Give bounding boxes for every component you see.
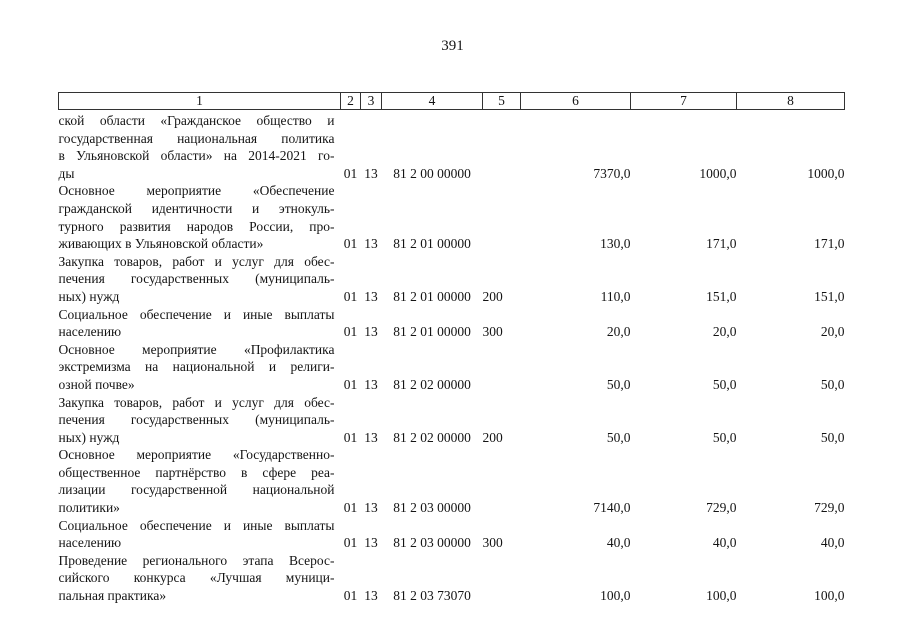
value-col-7: 20,0 — [712, 324, 737, 340]
value-col-8: 50,0 — [820, 429, 845, 445]
subsection-code: 13 — [364, 500, 378, 516]
row-name — [59, 110, 341, 183]
value-col-7: 40,0 — [712, 535, 737, 551]
subsection-code: 13 — [364, 324, 378, 340]
row-name-line: пальная практика» — [58, 588, 167, 604]
header-col-1: 1 — [59, 93, 341, 110]
row-name-line: ды — [58, 165, 75, 181]
value-col-8: 100,0 — [814, 588, 845, 604]
expense-type-code — [483, 552, 521, 605]
row-name-line: Закупка товаров, работ и услуг для обес- — [58, 394, 335, 410]
row-name-line: Основное мероприятие «Обеспечение — [58, 183, 335, 199]
row-name-line: гражданской идентичности и этнокуль- — [58, 200, 335, 216]
subsection-code: 13 — [364, 376, 378, 392]
table-row — [59, 253, 845, 306]
value-col-6: 7370,0 — [593, 165, 631, 181]
row-name — [59, 517, 341, 552]
value-col-8: 151,0 — [814, 288, 845, 304]
header-col-3: 3 — [361, 93, 382, 110]
row-name-line: ской области «Гражданское общество и — [58, 113, 335, 128]
value-col-6: 110,0 — [600, 288, 631, 304]
row-name-line: населению — [58, 324, 122, 340]
table-row — [59, 394, 845, 447]
target-article-code: 81 2 03 73070 — [393, 588, 471, 604]
section-code: 01 — [343, 236, 358, 252]
row-name — [59, 394, 341, 447]
expense-type-code — [483, 341, 521, 394]
value-col-7: 171,0 — [706, 236, 737, 252]
value-col-6: 50,0 — [606, 376, 631, 392]
header-col-7: 7 — [631, 93, 737, 110]
table-row — [59, 182, 845, 252]
target-article-code: 81 2 03 00000 — [393, 535, 471, 551]
row-name-line: лизации государственной национальной — [58, 482, 335, 498]
subsection-code: 13 — [364, 236, 378, 252]
row-name-line: политики» — [58, 500, 120, 516]
table-row — [59, 110, 845, 183]
value-col-6: 50,0 — [606, 429, 631, 445]
row-name-line: Социальное обеспечение и иные выплаты — [58, 306, 335, 322]
table-row — [59, 446, 845, 516]
section-code: 01 — [343, 535, 358, 551]
header-col-4: 4 — [382, 93, 483, 110]
row-name — [59, 182, 341, 252]
row-name — [59, 341, 341, 394]
row-name — [59, 552, 341, 605]
row-name-line: печения государственных (муниципаль- — [58, 271, 335, 287]
subsection-code: 13 — [364, 165, 378, 181]
header-col-2: 2 — [341, 93, 361, 110]
subsection-code: 13 — [364, 535, 378, 551]
table-row — [59, 341, 845, 394]
table-row — [59, 306, 845, 341]
subsection-code: 13 — [364, 288, 378, 304]
target-article-code: 81 2 03 00000 — [393, 500, 471, 516]
row-name-line: печения государственных (муниципаль- — [58, 412, 335, 428]
section-code: 01 — [343, 588, 358, 604]
expense-type-code: 200 — [482, 429, 503, 445]
row-name-line: экстремизма на национальной и религи- — [58, 359, 335, 375]
expense-type-code — [483, 182, 521, 252]
row-name-line: Проведение регионального этапа Всерос- — [58, 552, 335, 568]
row-name-line: общественное партнёрство в сфере реа- — [58, 464, 335, 480]
header-col-6: 6 — [521, 93, 631, 110]
header-row — [59, 93, 845, 110]
row-name — [59, 306, 341, 341]
row-name-line: населению — [58, 535, 122, 551]
section-code: 01 — [343, 429, 358, 445]
subsection-code: 13 — [364, 588, 378, 604]
value-col-8: 1000,0 — [807, 165, 845, 181]
value-col-7: 50,0 — [712, 429, 737, 445]
row-name-line: Основное мероприятие «Государственно- — [58, 447, 335, 463]
row-name — [59, 253, 341, 306]
row-name-line: Социальное обеспечение и иные выплаты — [58, 517, 335, 533]
header-col-8: 8 — [737, 93, 845, 110]
row-name-line: сийского конкурса «Лучшая муници- — [58, 570, 335, 586]
expense-type-code: 200 — [482, 288, 503, 304]
target-article-code: 81 2 01 00000 — [393, 324, 471, 340]
table-row — [59, 517, 845, 552]
value-col-8: 171,0 — [814, 236, 845, 252]
expense-type-code: 300 — [482, 535, 503, 551]
row-name-line: в Ульяновской области» на 2014-2021 го- — [58, 148, 335, 164]
value-col-6: 40,0 — [606, 535, 631, 551]
expense-type-code — [483, 110, 521, 183]
value-col-7: 729,0 — [706, 500, 737, 516]
table-body — [59, 110, 845, 605]
value-col-6: 100,0 — [600, 588, 631, 604]
section-code: 01 — [343, 324, 358, 340]
row-name — [59, 446, 341, 516]
expense-type-code: 300 — [482, 324, 503, 340]
target-article-code: 81 2 01 00000 — [393, 236, 471, 252]
row-name-line: турного развития народов России, про- — [58, 218, 335, 234]
budget-table — [58, 92, 845, 605]
page-number: 391 — [441, 38, 464, 54]
row-name-line: государственная национальная политика — [58, 130, 335, 146]
value-col-7: 1000,0 — [699, 165, 737, 181]
value-col-6: 20,0 — [606, 324, 631, 340]
value-col-6: 7140,0 — [593, 500, 631, 516]
target-article-code: 81 2 02 00000 — [393, 429, 471, 445]
row-name-line: Закупка товаров, работ и услуг для обес- — [58, 253, 335, 269]
value-col-7: 151,0 — [706, 288, 737, 304]
target-article-code: 81 2 00 00000 — [393, 165, 471, 181]
row-name-line: озной почве» — [58, 376, 135, 392]
section-code: 01 — [343, 165, 358, 181]
section-code: 01 — [343, 288, 358, 304]
header-col-5: 5 — [483, 93, 521, 110]
value-col-8: 20,0 — [820, 324, 845, 340]
value-col-8: 40,0 — [820, 535, 845, 551]
value-col-7: 100,0 — [706, 588, 737, 604]
row-name-line: живающих в Ульяновской области» — [58, 236, 264, 252]
row-name-line: Основное мероприятие «Профилактика — [58, 341, 335, 357]
section-code: 01 — [343, 500, 358, 516]
row-name-line: ных) нужд — [58, 288, 120, 304]
expense-type-code — [483, 446, 521, 516]
value-col-8: 729,0 — [814, 500, 845, 516]
value-col-6: 130,0 — [600, 236, 631, 252]
target-article-code: 81 2 02 00000 — [393, 376, 471, 392]
table-row — [59, 552, 845, 605]
value-col-7: 50,0 — [712, 376, 737, 392]
subsection-code: 13 — [364, 429, 378, 445]
value-col-8: 50,0 — [820, 376, 845, 392]
section-code: 01 — [343, 376, 358, 392]
target-article-code: 81 2 01 00000 — [393, 288, 471, 304]
row-name-line: ных) нужд — [58, 429, 120, 445]
